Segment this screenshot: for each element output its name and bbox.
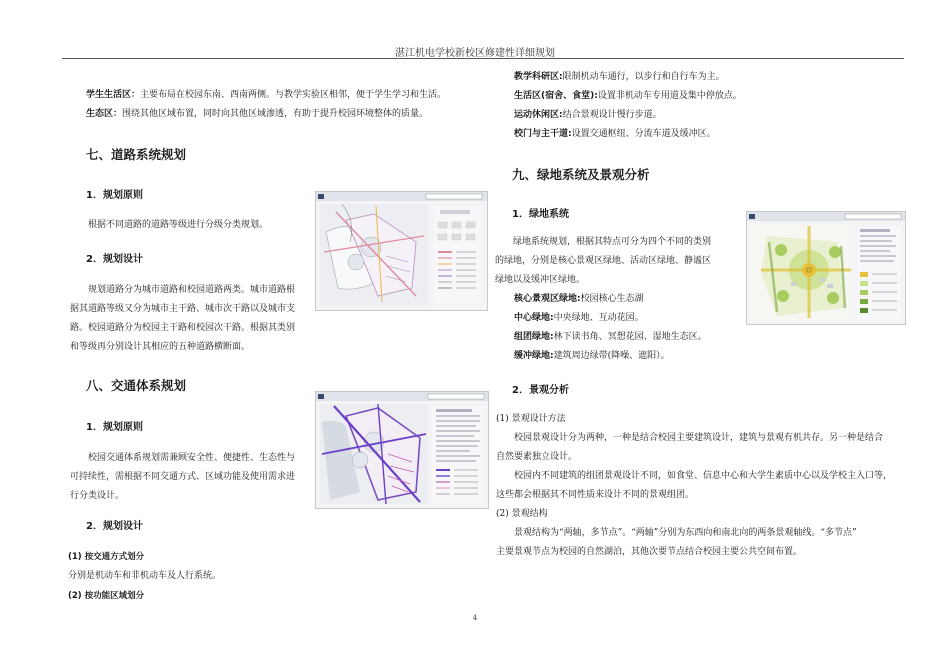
landscape-structure-title: (2) 景观结构 xyxy=(496,509,548,519)
line: 据其道路等级又分为城市主干路、城市次干路以及城市支 xyxy=(70,304,296,314)
section-7-1-text: 根据不同道路的道路等级进行分级分类规划。 xyxy=(88,220,269,230)
section-8-title: 八、交通体系规划 xyxy=(86,378,187,393)
road-plan-drawing xyxy=(316,192,487,310)
buffer-green-label: 缓冲绿地: xyxy=(514,351,554,361)
line: 行分类设计。 xyxy=(70,491,125,501)
living-zone-label: 学生生活区： xyxy=(86,90,141,100)
line: 绿地系统规划，根据其特点可分为四个不同的类别 xyxy=(513,237,712,247)
eco-zone-text: 围绕其他区域布置，同时向其他区域渗透，有助于提升校园环境整体的质量。 xyxy=(122,109,429,119)
page-number: 4 xyxy=(472,614,478,622)
gate-paragraph xyxy=(514,125,716,144)
section-7-1-title: 1．规划原则 xyxy=(86,190,143,201)
subsection-1-title: (1) 按交通方式划分 xyxy=(68,552,145,562)
teaching-zone-label: 教学科研区: xyxy=(514,72,563,82)
sport-zone-paragraph xyxy=(514,106,662,125)
buffer-green-paragraph xyxy=(514,347,670,366)
teaching-zone-text: 限制机动车通行，以步行和自行车为主。 xyxy=(562,72,725,82)
landscape-line: 主要景观节点为校园的自然湖泊，其他次要节点结合校园主要公共空间布置。 xyxy=(496,547,803,557)
road-system-plan-figure xyxy=(315,191,488,311)
buffer-green-text: 建筑周边绿带(降噪、遮阳）。 xyxy=(553,351,670,361)
running-header: 湛江机电学校新校区修建性详细规划 xyxy=(395,48,555,59)
subsection-2-title: (2) 按功能区域划分 xyxy=(68,591,145,601)
sport-zone-text: 结合景观设计慢行步道。 xyxy=(562,110,662,120)
center-green-text: 中央绿地、互动花园。 xyxy=(553,313,644,323)
living-zone-text: 主要布局在校园东南、西南两侧。与教学实验区相邻，便于学生学习和生活。 xyxy=(140,90,447,100)
line: 和等级再分别设计其相应的五种道路横断面。 xyxy=(70,342,251,352)
section-7-2-paragraph xyxy=(70,281,295,357)
section-9-title: 九、绿地系统及景观分析 xyxy=(512,167,650,182)
gate-text: 设置交通枢纽、分流车道及缓冲区。 xyxy=(571,129,716,139)
line: 绿地以及缓冲区绿地。 xyxy=(495,275,586,285)
section-8-1-paragraph xyxy=(70,449,295,506)
landscape-line: 景观结构为“两轴，多节点”。“两轴”分别为东西向和南北向的两条景观轴线。“多节点” xyxy=(514,528,857,538)
center-green-label: 中心绿地: xyxy=(514,313,554,323)
eco-zone-paragraph xyxy=(86,105,428,124)
dorm-zone-paragraph xyxy=(514,87,742,106)
group-green-paragraph xyxy=(514,328,707,347)
line: 的绿地，分别是核心景观区绿地、活动区绿地、静谧区 xyxy=(495,256,712,266)
landscape-line: 自然要素独立设计。 xyxy=(496,452,578,462)
core-green-paragraph xyxy=(514,290,644,309)
landscape-method-title: (1) 景观设计方法 xyxy=(496,414,566,424)
center-green-paragraph xyxy=(514,309,644,328)
green-plan-drawing xyxy=(747,212,905,324)
line: 校园交通体系规划需兼顾安全性、便捷性、生态性与 xyxy=(88,453,296,463)
eco-zone-label: 生态区： xyxy=(86,109,123,119)
landscape-line: 这些都会根据其不同性质来设计不同的景观组团。 xyxy=(496,490,695,500)
sport-zone-label: 运动休闲区: xyxy=(514,110,563,120)
section-8-1-title: 1．规划原则 xyxy=(86,422,143,433)
section-9-1-title: 1．绿地系统 xyxy=(512,209,569,220)
line: 路。校园道路分为校园主干路和校园次干路。根据其类别 xyxy=(70,323,296,333)
core-green-label: 核心景观区绿地: xyxy=(514,294,581,304)
living-zone-paragraph xyxy=(86,86,446,105)
dorm-zone-label: 生活区(宿舍、食堂): xyxy=(514,91,598,101)
section-9-2-title: 2．景观分析 xyxy=(512,385,569,396)
gate-label: 校门与主干道: xyxy=(514,129,572,139)
landscape-line: 校园内不同建筑的组团景观设计不同，如食堂、信息中心和大学生素质中心以及学校主入口等， xyxy=(514,471,893,481)
group-green-text: 林下读书角、冥想花园、湿地生态区。 xyxy=(553,332,707,342)
group-green-label: 组团绿地: xyxy=(514,332,554,342)
line: 可持续性，需根据不同交通方式、区域功能及使用需求进 xyxy=(70,472,296,482)
traffic-system-plan-figure xyxy=(315,391,489,509)
subsection-1-text: 分别是机动车和非机动车及人行系统。 xyxy=(68,571,222,581)
line: 规划道路分为城市道路和校园道路两类。城市道路根 xyxy=(88,285,296,295)
traffic-plan-drawing xyxy=(316,392,488,508)
teaching-zone-paragraph xyxy=(514,68,725,87)
dorm-zone-text: 设置非机动车专用道及集中停放点。 xyxy=(597,91,742,101)
section-9-1-paragraph xyxy=(495,233,711,290)
section-7-2-title: 2．规划设计 xyxy=(86,254,143,265)
header-rule xyxy=(62,58,904,59)
green-system-plan-figure xyxy=(746,211,906,325)
section-8-2-title: 2．规划设计 xyxy=(86,521,143,532)
core-green-text: 校园核心生态湖 xyxy=(580,294,644,304)
landscape-line: 校园景观设计分为两种，一种是结合校园主要建筑设计，建筑与景观有机共存。另一种是结合 xyxy=(514,433,884,443)
section-7-title: 七、道路系统规划 xyxy=(86,147,187,162)
